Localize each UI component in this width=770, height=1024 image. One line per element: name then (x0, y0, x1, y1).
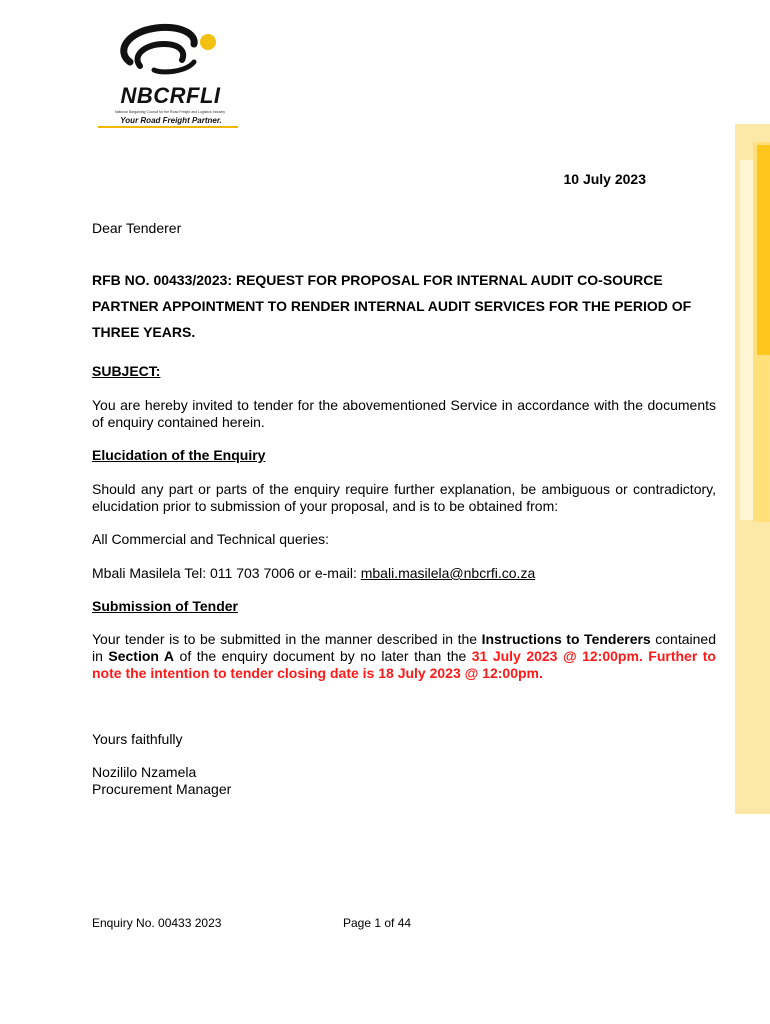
logo-name: NBCRFLI (120, 83, 221, 108)
elucidation-heading: Elucidation of the Enquiry (92, 447, 266, 463)
instructions-to-tenderers: Instructions to Tenderers (481, 631, 651, 647)
footer-page-number: Page 1 of 44 (343, 916, 412, 930)
rfb-title: RFB NO. 00433/2023: REQUEST FOR PROPOSAL FOR INTERNAL AUDIT CO-SOURCE PARTNER APPOINTMENT TO RENDER INTERNAL AUDIT SERVICES FOR THE PERIOD OF THREE YEARS. (92, 272, 692, 340)
submission-text-1: Your tender is to be submitted in the manner described in the (92, 631, 482, 647)
submission-heading: Submission of Tender (92, 598, 238, 614)
intro-paragraph: You are hereby invited to tender for the abovementioned Service in accordance with the documents of enquiry contained herein. (92, 397, 716, 430)
signer-name: Nozililo Nzamela (92, 764, 197, 780)
submission-deadline: 31 July 2023 @ 12:00pm. Further to note the intention to tender closing date is 18 July 2023 @ 12:00pm. (92, 648, 716, 681)
logo-tagline: Your Road Freight Partner. (120, 116, 222, 125)
submission-paragraph (92, 631, 716, 682)
elucidation-paragraph: Should any part or parts of the enquiry require further explanation, be ambiguous or contradictory, elucidation prior to submission of your proposal, and is to be obtained from: (92, 481, 716, 514)
signer-title: Procurement Manager (92, 781, 232, 797)
submission-text-2: contained in (92, 631, 716, 664)
subject-heading: SUBJECT: (92, 363, 161, 379)
logo-swirl-icon (96, 22, 246, 84)
decorative-side-bar-highlight (740, 160, 754, 520)
contact-details: Mbali Masilela Tel: 011 703 7006 or e-mail: (92, 565, 361, 581)
letter-date: 10 July 2023 (563, 171, 646, 187)
decorative-side-bar-accent (757, 145, 770, 355)
submission-text-3: of the enquiry document by no later than the (174, 648, 472, 664)
footer-enquiry-number: Enquiry No. 00433 2023 (92, 916, 222, 930)
section-a: Section A (108, 648, 175, 664)
contact-line (92, 565, 716, 582)
contact-email-link[interactable]: mbali.masilela@nbcrfi.co.za (360, 565, 536, 581)
closing: Yours faithfully (92, 731, 183, 747)
nbcrfli-logo (96, 22, 246, 130)
queries-label: All Commercial and Technical queries: (92, 531, 330, 547)
logo-underline (98, 126, 238, 128)
logo-subtitle: National Bargaining Council for the Road Freight and Logistics Industry (114, 110, 226, 114)
salutation: Dear Tenderer (92, 220, 182, 236)
